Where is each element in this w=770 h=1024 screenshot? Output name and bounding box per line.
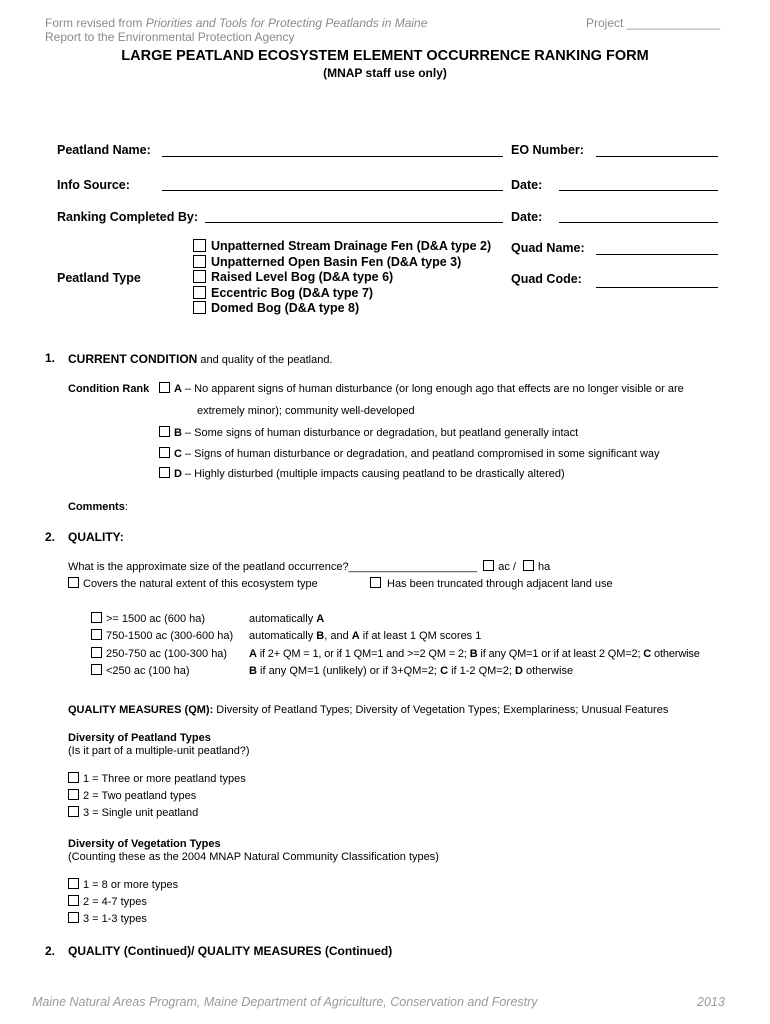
- div-peatland-option[interactable]: [68, 806, 198, 820]
- checkbox[interactable]: [91, 629, 102, 640]
- size-rule: [249, 664, 573, 678]
- checkbox[interactable]: [91, 647, 102, 658]
- checkbox[interactable]: [159, 382, 170, 393]
- option-label: Raised Level Bog (D&A type 6): [211, 270, 394, 284]
- rank-a-continued: extremely minor); community well-developed: [197, 405, 415, 417]
- info-source-field[interactable]: [162, 190, 503, 191]
- checkbox[interactable]: [68, 912, 79, 923]
- revised-prefix: Form revised from: [45, 16, 146, 30]
- eo-number-field[interactable]: [596, 156, 718, 157]
- rank-text: – Signs of human disturbance or degradation, and peatland compromised in some significant way: [181, 448, 660, 460]
- checkbox[interactable]: [193, 301, 206, 314]
- condition-rank-label: Condition Rank: [68, 383, 150, 395]
- peatland-name-field[interactable]: [162, 156, 503, 157]
- size-label: >= 1500 ac (600 ha): [106, 613, 206, 625]
- rule-rank: A: [351, 630, 360, 642]
- rank-option-b[interactable]: [159, 426, 578, 440]
- checkbox[interactable]: [68, 789, 79, 800]
- rule-text: automatically: [249, 613, 317, 625]
- div-veg-option[interactable]: [68, 895, 147, 909]
- truncated-option[interactable]: [370, 577, 613, 591]
- quad-name-label: Quad Name:: [511, 241, 585, 255]
- footer-year: 2013: [697, 995, 725, 1009]
- date-field-1[interactable]: [559, 190, 718, 191]
- rule-text: , and: [324, 630, 352, 642]
- rank-letter: A: [174, 383, 182, 395]
- footer-organization: Maine Natural Areas Program, Maine Department of Agriculture, Conservation and Forestry: [32, 995, 538, 1009]
- size-option[interactable]: [91, 612, 205, 626]
- quality-measures: [68, 703, 668, 717]
- section-1-heading: [68, 350, 333, 368]
- rule-rank: D: [514, 665, 523, 677]
- option-label: 1 = Three or more peatland types: [83, 773, 246, 785]
- size-rule: [249, 612, 324, 626]
- size-option[interactable]: [91, 664, 189, 678]
- rule-rank: C: [440, 665, 449, 677]
- ac-label: ac /: [498, 561, 516, 573]
- rank-text: – No apparent signs of human disturbance (or long enough ago that effects are no longer visible or are: [181, 383, 684, 395]
- rule-text: otherwise: [651, 648, 700, 660]
- size-rule: [249, 629, 481, 643]
- size-label: 250-750 ac (100-300 ha): [106, 648, 228, 660]
- checkbox[interactable]: [193, 286, 206, 299]
- option-label: 2 = Two peatland types: [83, 790, 197, 802]
- section-2-continued-number: 2.: [45, 944, 56, 958]
- page-subtitle: (MNAP staff use only): [323, 66, 447, 80]
- comments-text: Comments: [68, 501, 125, 513]
- rank-text: – Highly disturbed (multiple impacts causing peatland to be drastically altered): [181, 468, 565, 480]
- rule-rank: B: [469, 648, 478, 660]
- ranking-completed-label: Ranking Completed By:: [57, 210, 198, 224]
- rank-letter: C: [174, 448, 182, 460]
- info-source-label: Info Source:: [57, 178, 130, 192]
- peatland-type-list: [193, 239, 491, 317]
- checkbox[interactable]: [68, 895, 79, 906]
- div-peatland-heading: Diversity of Peatland Types: [68, 732, 211, 744]
- size-question: [68, 560, 550, 574]
- revised-note: [45, 16, 427, 30]
- checkbox[interactable]: [91, 664, 102, 675]
- checkbox[interactable]: [193, 255, 206, 268]
- ha-label: ha: [538, 561, 551, 573]
- option-label: Eccentric Bog (D&A type 7): [211, 285, 374, 300]
- peatland-type-option[interactable]: [193, 286, 491, 302]
- section-1-number: 1.: [45, 351, 56, 365]
- option-label: Domed Bog (D&A type 8): [211, 301, 360, 315]
- section-2-continued-heading: QUALITY (Continued)/ QUALITY MEASURES (Continued): [68, 944, 393, 958]
- rule-rank: B: [249, 665, 257, 677]
- rule-text: if 1-2 QM=2;: [448, 665, 515, 677]
- covers-option[interactable]: [68, 577, 318, 591]
- option-label: Covers the natural extent of this ecosystem type: [83, 578, 318, 590]
- div-peatland-option[interactable]: [68, 789, 196, 803]
- peatland-name-label: Peatland Name:: [57, 143, 151, 157]
- checkbox[interactable]: [159, 447, 170, 458]
- rank-option-a[interactable]: [159, 382, 684, 396]
- heading-bold: CURRENT CONDITION: [68, 352, 198, 366]
- checkbox[interactable]: [193, 270, 206, 283]
- section-2-heading: QUALITY:: [68, 530, 124, 544]
- div-veg-sub: (Counting these as the 2004 MNAP Natural Community Classification types): [68, 851, 439, 863]
- qm-label: QUALITY MEASURES (QM):: [68, 704, 214, 716]
- quad-code-label: Quad Code:: [511, 272, 582, 286]
- heading-rest: and quality of the peatland.: [197, 354, 333, 366]
- comments-colon: :: [124, 501, 128, 513]
- checkbox[interactable]: [193, 239, 206, 252]
- checkbox[interactable]: [370, 577, 381, 588]
- checkbox[interactable]: [159, 426, 170, 437]
- checkbox[interactable]: [68, 806, 79, 817]
- section-2-number: 2.: [45, 530, 56, 544]
- size-option[interactable]: [91, 629, 233, 643]
- div-peatland-sub: (Is it part of a multiple-unit peatland?): [68, 745, 250, 757]
- size-question-text: What is the approximate size of the peatland occurrence?_____________________: [68, 561, 478, 573]
- ac-checkbox[interactable]: [483, 560, 494, 571]
- ranking-completed-field[interactable]: [205, 222, 503, 223]
- qm-text: Diversity of Peatland Types; Diversity of Vegetation Types; Exemplariness; Unusual Features: [213, 704, 669, 716]
- rule-rank: A: [249, 648, 257, 660]
- peatland-type-option[interactable]: [193, 239, 491, 255]
- div-veg-option[interactable]: [68, 878, 178, 892]
- checkbox[interactable]: [91, 612, 102, 623]
- checkbox[interactable]: [159, 467, 170, 478]
- peatland-type-option[interactable]: [193, 301, 491, 317]
- size-label: 750-1500 ac (300-600 ha): [106, 630, 234, 642]
- rule-text: otherwise: [522, 665, 574, 677]
- option-label: Unpatterned Open Basin Fen (D&A type 3): [211, 254, 462, 269]
- size-option[interactable]: [91, 647, 227, 661]
- div-veg-option[interactable]: [68, 912, 147, 926]
- rank-text: – Some signs of human disturbance or degradation, but peatland generally intact: [181, 427, 579, 439]
- size-rule: [249, 647, 700, 661]
- option-label: 3 = Single unit peatland: [83, 807, 199, 819]
- rank-option-c[interactable]: [159, 447, 660, 461]
- eo-number-label: EO Number:: [511, 143, 584, 157]
- option-label: 1 = 8 or more types: [83, 879, 179, 891]
- checkbox[interactable]: [68, 878, 79, 889]
- option-label: 2 = 4-7 types: [83, 896, 147, 908]
- quad-name-field[interactable]: [596, 254, 718, 255]
- project-label: Project: [586, 16, 624, 30]
- revised-source-title: Priorities and Tools for Protecting Peatlands in Maine: [145, 16, 428, 30]
- div-veg-heading: Diversity of Vegetation Types: [68, 838, 221, 850]
- date-label-1: Date:: [511, 178, 543, 192]
- date-label-2: Date:: [511, 210, 543, 224]
- size-label: <250 ac (100 ha): [106, 665, 190, 677]
- rule-text: automatically: [249, 630, 317, 642]
- comments-label: [68, 500, 128, 514]
- option-label: Has been truncated through adjacent land use: [387, 578, 613, 590]
- checkbox[interactable]: [68, 772, 79, 783]
- rule-rank: B: [316, 630, 325, 642]
- rule-text: if at least 1 QM scores 1: [359, 630, 482, 642]
- option-label: 3 = 1-3 types: [83, 913, 147, 925]
- checkbox[interactable]: [68, 577, 79, 588]
- rule-text: if 2+ QM = 1, or if 1 QM=1 and >=2 QM = 2;: [256, 648, 470, 660]
- div-peatland-option[interactable]: [68, 772, 246, 786]
- peatland-type-option[interactable]: [193, 270, 491, 286]
- option-label: Unpatterned Stream Drainage Fen (D&A type 2): [211, 239, 492, 253]
- rule-rank: A: [316, 613, 325, 625]
- rank-letter: D: [174, 468, 182, 480]
- rank-option-d[interactable]: [159, 467, 565, 481]
- ha-checkbox[interactable]: [523, 560, 534, 571]
- quad-code-field[interactable]: [596, 287, 718, 288]
- date-field-2[interactable]: [559, 222, 718, 223]
- page-title: LARGE PEATLAND ECOSYSTEM ELEMENT OCCURRENCE RANKING FORM: [121, 48, 649, 64]
- report-line: Report to the Environmental Protection Agency: [45, 30, 295, 44]
- project-blank[interactable]: ______________: [626, 16, 721, 30]
- rank-letter: B: [174, 427, 182, 439]
- peatland-type-label: Peatland Type: [57, 271, 141, 285]
- project-field: [586, 16, 720, 30]
- rule-text: if any QM=1 (unlikely) or if 3+QM=2;: [256, 665, 441, 677]
- peatland-type-option[interactable]: [193, 255, 491, 271]
- rule-rank: C: [643, 648, 652, 660]
- rule-text: if any QM=1 or if at least 2 QM=2;: [477, 648, 644, 660]
